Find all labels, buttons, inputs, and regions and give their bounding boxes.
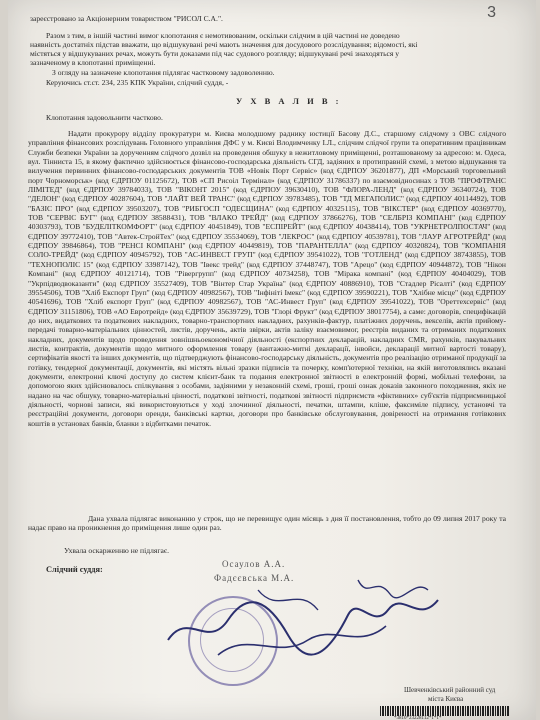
intro-line: зареєстровано за Акціонерним товариством "РИСОЛ С.А.". — [30, 14, 223, 23]
intro-line: Керуючись ст.ст. 234, 235 КПК України, слідчий суддя, - — [46, 78, 229, 87]
decision-line: Клопотання задовольнити частково. — [46, 113, 163, 122]
judge-label: Слідчий суддя: — [46, 565, 103, 574]
court-name-line: Шевченківський районний суд — [404, 686, 496, 694]
ruling-heading: У Х В А Л И В : — [236, 96, 342, 106]
judge-name: Осаулов А.А. — [222, 559, 286, 569]
page-number: 3 — [487, 4, 496, 21]
barcode — [380, 706, 510, 716]
main-ruling-paragraph: Надати прокурору відділу прокуратури м. Києва молодшому раднику юстиції Басову Д.С., старшому слідчому з ОВС слідчого управління фінансових розслідувань Головного управління ДФС у м. Києві Влодимченку І.Л., слідчим слідчої групи та оперативним працівникам Служби безпеки України за дорученням слідчого дозвіл на проведення обшуку в нежитловому приміщенні, розташованому за адресою: м. Одеса, вул. Тінниста 15, в якому фактично здійснюється фінансово-господарська діяльність СГД, задіяних в протиправній схемі, з метою відшукання та вилучення первинних фінансово-господарських документів ТОВ «Новік Порт Сервіс» (код ЄДРПОУ 36201877), ДП «Морський торговельний порт Чорноморськ» (код ЄДРПОУ 01125672), ТОВ «СП Рисоіл Термінал» (код ЄДРПОУ 31786337) по взаємовідносинах з ТОВ "ПРОФТРАНС ЛІМІТЕД" (код ЄДРПОУ 39784033), ТОВ "ВІКОНТ 2015" (код ЄДРПОУ 39630410), ТОВ "ФЛОРА-ЛЕНД" (код ЄДРПОУ 36340724), ТОВ "ДЕЛОН" (код ЄДРПОУ 40287604), ТОВ "ЛАЙТ ВЕЙ ТРАНС" (код ЄДРПОУ 39783485), ТОВ "ТД МЕГАПОЛИС" (код ЄДРПОУ 40114492), ТОВ "БАЗІС ПРО" (код ЄДРПОУ 39503207), ТОВ "РИБГОСП "ОДЕСЩИНА" (код ЄДРПОУ 40325115), ТОВ "ВІКСТЕР" (код ЄДРПОУ 40369770), ТОВ "СЕРВІС БУГ" (код ЄДРПОУ 38588431), ТОВ "ВЛАКО ТРЕЙД" (код ЄДРПОУ 37866276), ТОВ "СЕЛБРІЗ КОМПАНІ" (код ЄДРПОУ 40303793), ТОВ "БУДЕЛІТКОМФОРТ" (код ЄДРПОУ 40451849), ТОВ "ЕСПІРЕЙТ" (код ЄДРПОУ 40438414), ТОВ "УКРНЕТРОЛПОСТАЧ" (код ЄДРПОУ 39772410), ТОВ "Автек-СтройТех" (код ЄДРПОУ 35534069), ТОВ "ЛЕКРОС" (код ЄДРПОУ 40539781), ТОВ "ЛАУР АГРОТРЕЙД" (код ЄДРПОУ 39846864), ТОВ "РЕНСІ КОМПАНІ" (код ЄДРПОУ 40449819), ТОВ "ПАРАНТЕЛЛА" (код ЄДРПОУ 40320824), ТОВ "КОМПАНІЯ СОЛО-ТРЕЙД" (код ЄДРПОУ 40945792), ТОВ "АС-ИНВЕСТ ГРУП" (код ЄДРПОУ 39541022), ТОВ "ГОТЛЕНД" (код ЄДРПОУ 38743855), ТОВ "ТЕХНОПОЛІС 15" (код ЄДРПОУ 33987142), ТОВ "Івекс трейд" (код ЄДРПОУ 37448747), ТОВ "Арецо" (код ЄДРПОУ 40944872), ТОВ "Нікон Компані" (код ЄДРПОУ 40121714), ТОВ "Рівергрупп" (код ЄДРПОУ 40734258), ТОВ "Мірака компані" (код ЄДРПОУ 40404029), ТОВ "Укрпідводвоказанти" (код ЄДРПОУ 35527409), ТОВ "Вінтер Стар Україна" (код ЄДРПОУ 40886910), ТОВ "Стадлер Рісалті" (код ЄДРПОУ 39554506), ТОВ "Хліб Експорт Груп" (код ЄДРПОУ 40982567), ТОВ "Інфініті Імекс" (код ЄДРПОУ 39590221), ТОВ "Хлібне місце" (код ЄДРПОУ 40541696), ТОВ "Хліб експорт Груп" (код ЄДРПОУ 40982567), ТОВ "АС-Инвест Груп" (код ЄДРПОУ 39541022), ТОВ "Ореттехсервіс" (код ЄДРПОУ 31151806), ТОВ «АО Евротрейд» (код ЄДРПОУ 35639729), ТОВ "Глорі Фрукт" (код ЄДРПОУ 38017754), а саме: договорів, специфікацій до них, видаткових та податкових накладних, товарно-транспортних накладних, рахунків-фактур, платіжних доручень, векселів, актів прийому-передачі товарно-матеріальних цінностей, листів, доручень, актів звірки, актів заліку взаємовимог, реєстрів виданих та отриманих податкових накладних, документів щодо проведення зовнішньоекономічної діяльності (експортних декларацій, накладних СМR, рахунків, пакувальних листів, контрактів, документів щодо митного оформлення товару (вантажно-митні декларації, інвойси, декларації митної вартості товару), сертифікатів якості та інших документів, що підтверджують фінансово-господарську діяльність, документів про реалізацію отриманої продукції за готівку, тендерної документації, документів, які містять вільні зразки підписів та почерку, комп'ютерної техніки, на якій виготовлялись вказані документи, електронні ключі доступу до систем клієнт-банк та подання електронної звітності в електронній формі, мобільні телефони, за допомогою яких здійснювалось спілкування з особами, задіяними у незаконній схемі, гроші, гроші ознак доказів законного походження, якіх не надано на час обшуку, товарно-матеріальні цінності, податкові звітності, податкові звітності підприємств «фіктивних» суб'єктів підприємницької діяльності, чорнові записи, які використовуються у ході злочинної діяльності, печатки, штампи, кліше, факсиміле підпису, установчі та реєстраційні документи, договори оренди, банківські картки, договори про банківське обслуговування, довіреності на отримання готівкових коштів в установах банків, бланки з відбитками печаток. — [28, 129, 506, 428]
intro-line: зазначеному в клопотанні приміщенні. — [30, 58, 156, 67]
validity-paragraph: Дана ухвала підлягає виконанню у строк, що не перевищує один місяць з дня її постановлення, тобто до 09 липня 2017 року та надає право на проникнення до приміщення лише один раз. — [28, 514, 506, 533]
judge-name: Фадєєвська М.А. — [214, 573, 295, 583]
intro-line: наявність достатніх підстав вважати, що відшукувані речі мають значення для досудового розслідування; відомості, які — [30, 40, 418, 49]
intro-line: З огляду на зазначене клопотання підлягає частковому задоволенню. — [52, 68, 275, 77]
intro-line: містяться у відшукуваних речах, можуть бути доказами під час судового розгляду; відшукувані речі знаходяться у — [30, 49, 400, 58]
court-name-line: міста Києва — [428, 695, 464, 703]
barcode-number: *3810*23228112*1*1* — [394, 716, 442, 720]
intro-line: Разом з тим, в іншій частині вимог клопотання є немотивованим, оскільки слідчим в цій частині не доведено — [46, 31, 400, 40]
appeal-line: Ухвала оскарженню не підлягає. — [64, 546, 170, 555]
document-page — [8, 0, 536, 720]
signature-scribble — [158, 560, 478, 680]
